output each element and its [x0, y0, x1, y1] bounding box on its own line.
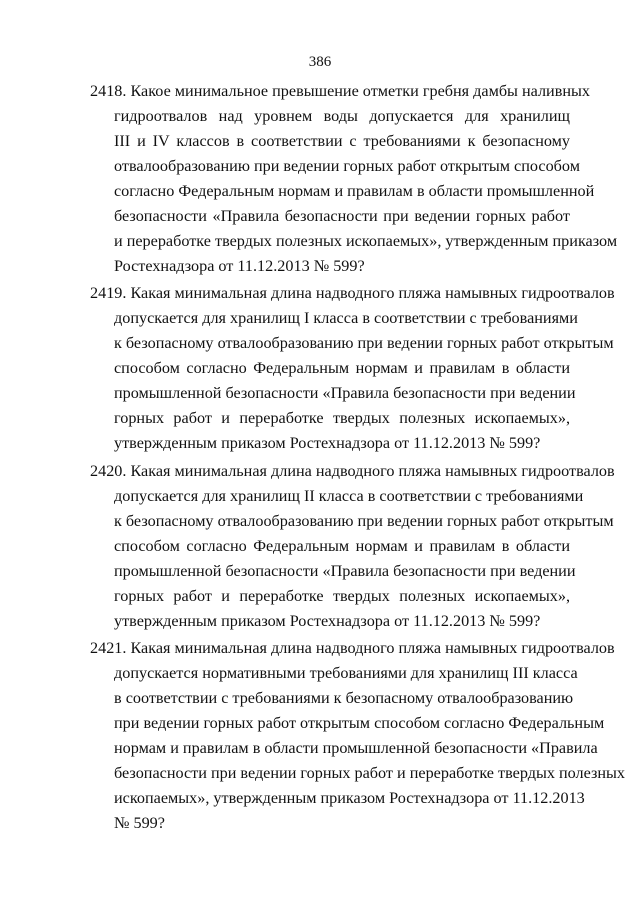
question-line: утвержденным приказом Ростехнадзора от 11.12.2013 № 599?: [114, 434, 541, 452]
question-line: промышленной безопасности «Правила безопасности при ведении: [114, 562, 576, 580]
question-line: в соответствии с требованиями к безопасному отвалообразованию: [114, 689, 574, 707]
question-line: горных работ и переработке твердых полезных ископаемых»,: [114, 587, 570, 605]
question-line: гидроотвалов над уровнем воды допускается для хранилищ: [114, 107, 570, 125]
question-line: к безопасному отвалообразованию при ведении горных работ открытым: [114, 334, 614, 352]
question-line: Ростехнадзора от 11.12.2013 № 599?: [114, 257, 365, 275]
question-line: согласно Федеральным нормам и правилам в области промышленной: [114, 182, 595, 200]
question-line: способом согласно Федеральным нормам и правилам в области: [114, 359, 570, 377]
question-line: допускается для хранилищ II класса в соответствии с требованиями: [114, 487, 584, 505]
question-line: допускается для хранилищ I класса в соответствии с требованиями: [114, 309, 578, 327]
question-line: и переработке твердых полезных ископаемых», утвержденным приказом: [114, 232, 618, 250]
question-line: 2421. Какая минимальная длина надводного пляжа намывных гидроотвалов: [90, 639, 615, 657]
question-line: безопасности при ведении горных работ и переработке твердых полезных: [114, 764, 625, 782]
question-line: 2418. Какое минимальное превышение отметки гребня дамбы наливных: [90, 82, 590, 100]
question-line: горных работ и переработке твердых полезных ископаемых»,: [114, 409, 570, 427]
question-line: 2419. Какая минимальная длина надводного пляжа намывных гидроотвалов: [90, 284, 615, 302]
question-line: утвержденным приказом Ростехнадзора от 11.12.2013 № 599?: [114, 612, 541, 630]
page-number: 386: [308, 54, 332, 70]
question-line: 2420. Какая минимальная длина надводного пляжа намывных гидроотвалов: [90, 462, 615, 480]
question-line: ископаемых», утвержденным приказом Ростехнадзора от 11.12.2013: [114, 789, 585, 807]
question-line: способом согласно Федеральным нормам и правилам в области: [114, 537, 570, 555]
question-line: отвалообразованию при ведении горных работ открытым способом: [114, 157, 580, 175]
question-line: III и IV классов в соответствии с требованиями к безопасному: [114, 132, 570, 150]
question-line: промышленной безопасности «Правила безопасности при ведении: [114, 384, 576, 402]
question-line: безопасности «Правила безопасности при ведении горных работ: [114, 207, 570, 225]
question-line: при ведении горных работ открытым способом согласно Федеральным: [114, 714, 605, 732]
question-line: № 599?: [114, 814, 165, 832]
question-line: к безопасному отвалообразованию при ведении горных работ открытым: [114, 512, 614, 530]
question-line: нормам и правилам в области промышленной безопасности «Правила: [114, 739, 598, 757]
question-line: допускается нормативными требованиями для хранилищ III класса: [114, 664, 578, 682]
